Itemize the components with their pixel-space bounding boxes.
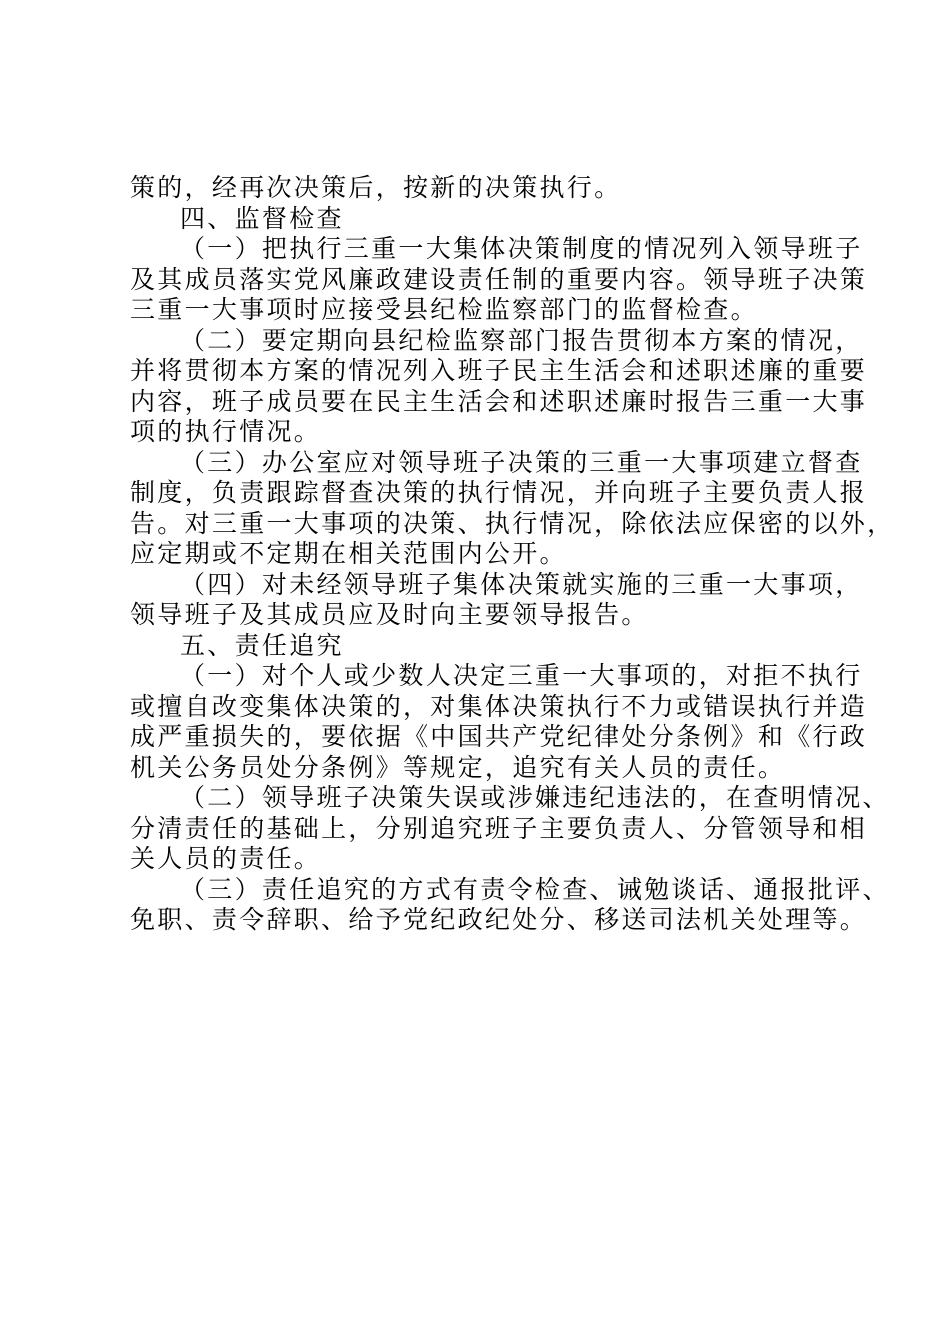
text-line: 分清责任的基础上，分别追究班子主要负责人、分管领导和相 xyxy=(130,813,868,843)
text-line: 策的，经再次决策后，按新的决策执行。 xyxy=(130,173,622,202)
text-line: 项的执行情况。 xyxy=(130,417,322,446)
text-line: 制度，负责跟踪督查决策的执行情况，并向班子主要负责人报 xyxy=(130,478,868,507)
text-line: 及其成员落实党风廉政建设责任制的重要内容。领导班子决策 xyxy=(130,264,868,294)
section-heading-accountability: 五、责任追究 xyxy=(180,630,344,660)
text-line: （一）对个人或少数人决定三重一大事项的，对拒不执行 xyxy=(180,661,863,690)
text-line: 成严重损失的，要依据《中国共产党纪律处分条例》和《行政 xyxy=(130,722,868,751)
text-line: 应定期或不定期在相关范围内公开。 xyxy=(130,539,567,568)
text-line: （三）责任追究的方式有责令检查、诫勉谈话、通报批评、 xyxy=(180,874,890,904)
text-line: 免职、责令辞职、给予党纪政纪处分、移送司法机关处理等。 xyxy=(130,905,868,934)
section-heading-supervision: 四、监督检查 xyxy=(180,203,344,233)
text-line: 并将贯彻本方案的情况列入班子民主生活会和述职述廉的重要 xyxy=(130,356,868,385)
text-line: （二）领导班子决策失误或涉嫌违纪违法的，在查明情况、 xyxy=(180,783,890,812)
text-line: 或擅自改变集体决策的，对集体决策执行不力或错误执行并造 xyxy=(130,691,868,721)
text-line: （三）办公室应对领导班子决策的三重一大事项建立督查 xyxy=(180,447,863,477)
text-line: （二）要定期向县纪检监察部门报告贯彻本方案的情况， xyxy=(180,325,863,355)
text-line: 告。对三重一大事项的决策、执行情况，除依法应保密的以外， xyxy=(130,508,895,538)
text-line: 三重一大事项时应接受县纪检监察部门的监督检查。 xyxy=(130,295,758,324)
text-line: 领导班子及其成员应及时向主要领导报告。 xyxy=(130,600,649,629)
text-line: 关人员的责任。 xyxy=(130,844,322,873)
text-line: 内容，班子成员要在民主生活会和述职述廉时报告三重一大事 xyxy=(130,386,868,416)
text-line: （四）对未经领导班子集体决策就实施的三重一大事项， xyxy=(180,569,863,599)
text-line: 机关公务员处分条例》等规定，追究有关人员的责任。 xyxy=(130,752,786,782)
document-page xyxy=(130,173,895,936)
text-line: （一）把执行三重一大集体决策制度的情况列入领导班子 xyxy=(180,234,863,263)
